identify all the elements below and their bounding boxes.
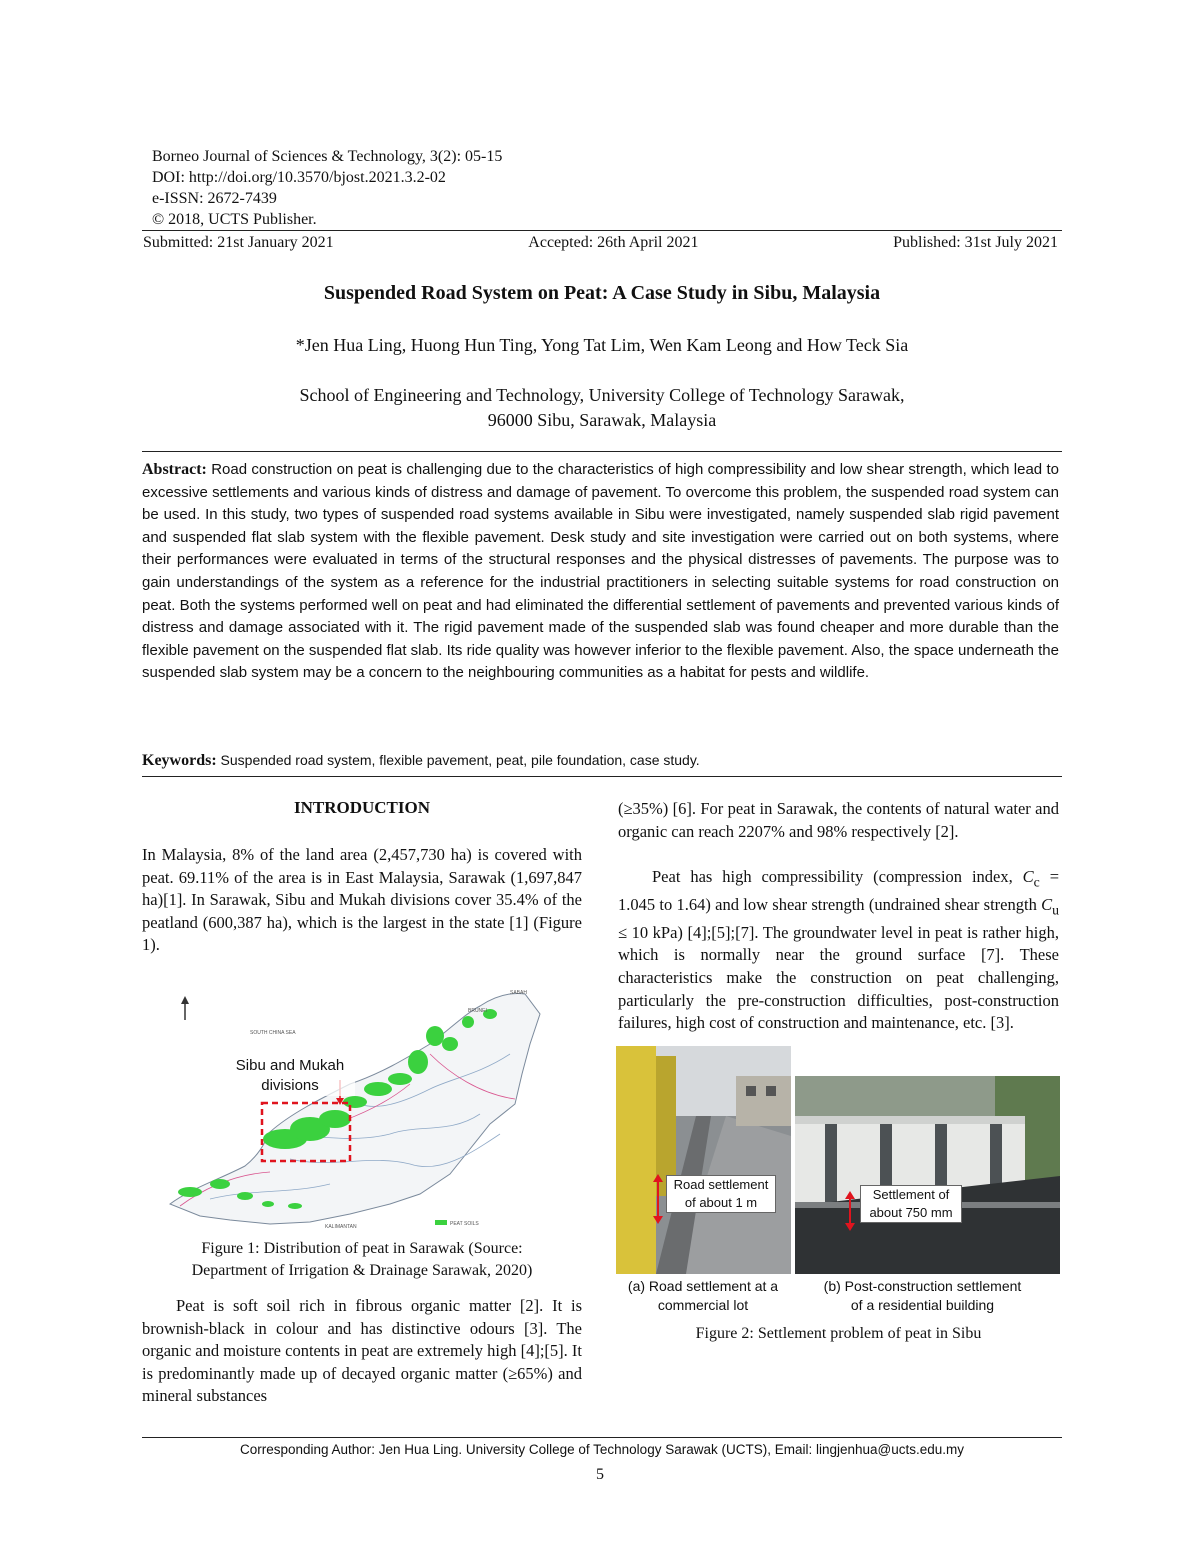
figure-2b-subcaption-line-2: of a residential building — [850, 1297, 995, 1313]
abstract-label: Abstract: — [142, 461, 207, 478]
cc-subscript: c — [1033, 874, 1040, 890]
date-row — [143, 234, 1058, 252]
figure-2a-subcaption-line-1: (a) Road settlement at a — [627, 1278, 779, 1294]
figure-1-caption — [142, 1238, 582, 1282]
building-settlement-label-line-2: about 750 mm — [869, 1205, 953, 1220]
road-settlement-label — [666, 1175, 776, 1213]
intro-paragraph-3: (≥35%) [6]. For peat in Sarawak, the contents of natural water and organic can reach 2207% and 98% respectively [2]. — [618, 799, 1059, 841]
map-label-sabah: SABAH — [510, 990, 527, 996]
author-list: *Jen Hua Ling, Huong Hun Ting, Yong Tat Lim, Wen Kam Leong and How Teck Sia — [295, 335, 909, 355]
map-label-kalimantan: KALIMANTAN — [325, 1224, 357, 1230]
building-settlement-label-line-1: Settlement of — [872, 1187, 950, 1202]
map-legend-swatch — [435, 1220, 447, 1225]
sarawak-map-illustration — [150, 984, 580, 1234]
building-settlement-label — [860, 1185, 962, 1223]
paper-title: Suspended Road System on Peat: A Case Study in Sibu, Malaysia — [323, 282, 881, 304]
figure-2-caption: Figure 2: Settlement problem of peat in Sibu — [695, 1325, 982, 1342]
keywords-label: Keywords: — [142, 752, 217, 769]
affiliation-line-2: 96000 Sibu, Sarawak, Malaysia — [487, 410, 717, 430]
keywords-bottom-rule — [142, 776, 1062, 777]
building-settlement-photo — [795, 1076, 1060, 1274]
corresponding-author: Corresponding Author: Jen Hua Ling. University College of Technology Sarawak (UCTS), Email: lingjenhua@ucts.edu.my — [239, 1442, 965, 1457]
cc-symbol: C — [1022, 867, 1034, 886]
intro-paragraph-1: In Malaysia, 8% of the land area (2,457,730 ha) is covered with peat. 69.11% of the area is in East Malaysia, Sarawak (1,697,847 ha)[1]. In Sarawak, Sibu and Mukah divisions cover 35.4% of the peatland (600,387 ha), which is the largest in the state [1] (Figure 1). — [142, 845, 582, 955]
road-settlement-label-line-2: of about 1 m — [684, 1195, 758, 1210]
map-label-south-china-sea: SOUTH CHINA SEA — [250, 1030, 296, 1036]
introduction-heading: INTRODUCTION — [293, 798, 431, 817]
abstract-top-rule — [142, 451, 1062, 452]
abstract-text: Road construction on peat is challenging due to the characteristics of high compressibility and low shear strength, which lead to excessive settlements and various kinds of distress and damage of pavement. To overcome this problem, the suspended road system can be used. In this study, two types of suspended road systems available in Sibu were investigated, namely suspended slab rigid pavement and suspended flat slab system with the flexible pavement. Desk study and site investigation were carried out on both systems, where their performances were evaluated in terms of the structural responses and the physical distresses of pavements. The purpose was to gain understandings of the system as a reference for the industrial practitioners in selecting suitable systems for road construction on peat. Both the systems performed well on peat and had eliminated the differential settlement of pavements and prevented various kinds of distress and damage associated with it. The rigid pavement made of the suspended slab was found cheaper and more durable than the flexible pavement on the suspended flat slab. Its ride quality was however inferior to the flexible pavement. Also, the space underneath the suspended slab system may be a concern to the neighbouring communities as a habitat for pests and wildlife. — [142, 461, 1059, 682]
figure-1-caption-line-2: Department of Irrigation & Drainage Sarawak, 2020) — [191, 1262, 533, 1279]
figure-2a-subcaption-line-2: commercial lot — [657, 1297, 749, 1313]
settlement-arrow-a — [651, 1174, 665, 1224]
intro-paragraph-4 — [618, 866, 1059, 1035]
abstract — [142, 459, 1059, 685]
keywords-text: Suspended road system, flexible pavement, peat, pile foundation, case study. — [216, 752, 700, 768]
cu-symbol: C — [1041, 894, 1053, 914]
sibu-mukah-label-line-2: divisions — [261, 1077, 319, 1094]
keywords — [142, 752, 1059, 770]
figure-2b-subcaption-line-1: (b) Post-construction settlement — [823, 1278, 1022, 1294]
road-settlement-label-line-1: Road settlement — [673, 1177, 769, 1192]
figure-2a-photo — [616, 1046, 791, 1274]
submitted-date: Submitted: 21st January 2021 — [143, 234, 334, 251]
map-legend-label: PEAT SOILS — [450, 1221, 479, 1227]
figure-2b-subcaption — [800, 1277, 1045, 1315]
affiliation-line-1: School of Engineering and Technology, University College of Technology Sarawak, — [299, 385, 905, 405]
figure-2b-photo — [795, 1076, 1060, 1274]
sibu-mukah-label — [225, 1056, 355, 1096]
journal-doi[interactable]: DOI: http://doi.org/10.3570/bjost.2021.3.2-02 — [152, 169, 446, 186]
road-settlement-photo — [616, 1046, 791, 1274]
journal-copyright: © 2018, UCTS Publisher. — [152, 211, 317, 228]
footer-rule — [142, 1437, 1062, 1438]
page-number: 5 — [596, 1466, 604, 1483]
figure-1-caption-line-1: Figure 1: Distribution of peat in Sarawak (Source: — [201, 1240, 523, 1257]
header-rule — [142, 230, 1062, 231]
settlement-arrow-b — [843, 1191, 857, 1231]
para4-part-b: = 1.045 to 1.64) and low shear strength (undrained shear strength — [618, 867, 1060, 914]
para4-part-c: ≤ 10 kPa) [4];[5];[7]. The groundwater level in peat is rather high, which is normally near the ground surface [7]. These characteristics make the construction on peat challenging, particularly the pre-construction difficulties, post-construction failures, high cost of construction and maintenance, etc. [3]. — [618, 922, 1059, 1033]
map-label-brunei: BRUNEI — [468, 1008, 487, 1014]
sibu-mukah-label-line-1: Sibu and Mukah — [235, 1057, 345, 1074]
published-date: Published: 31st July 2021 — [893, 234, 1058, 251]
figure-2a-subcaption — [608, 1277, 798, 1315]
intro-paragraph-2: Peat is soft soil rich in fibrous organic matter [2]. It is brownish-black in colour and has distinctive odours [3]. The organic and moisture contents in peat are extremely high [4];[5]. It is predominantly made up of decayed organic matter (≥65%) and mineral substances — [142, 1296, 583, 1406]
cu-subscript: u — [1052, 902, 1059, 918]
journal-issn: e-ISSN: 2672-7439 — [152, 190, 277, 207]
figure-1-map — [150, 984, 580, 1234]
journal-citation: Borneo Journal of Sciences & Technology, 3(2): 05-15 — [152, 148, 503, 165]
para4-part-a: Peat has high compressibility (compression index, — [652, 867, 1023, 886]
accepted-date: Accepted: 26th April 2021 — [528, 234, 699, 251]
affiliation — [142, 383, 1062, 433]
